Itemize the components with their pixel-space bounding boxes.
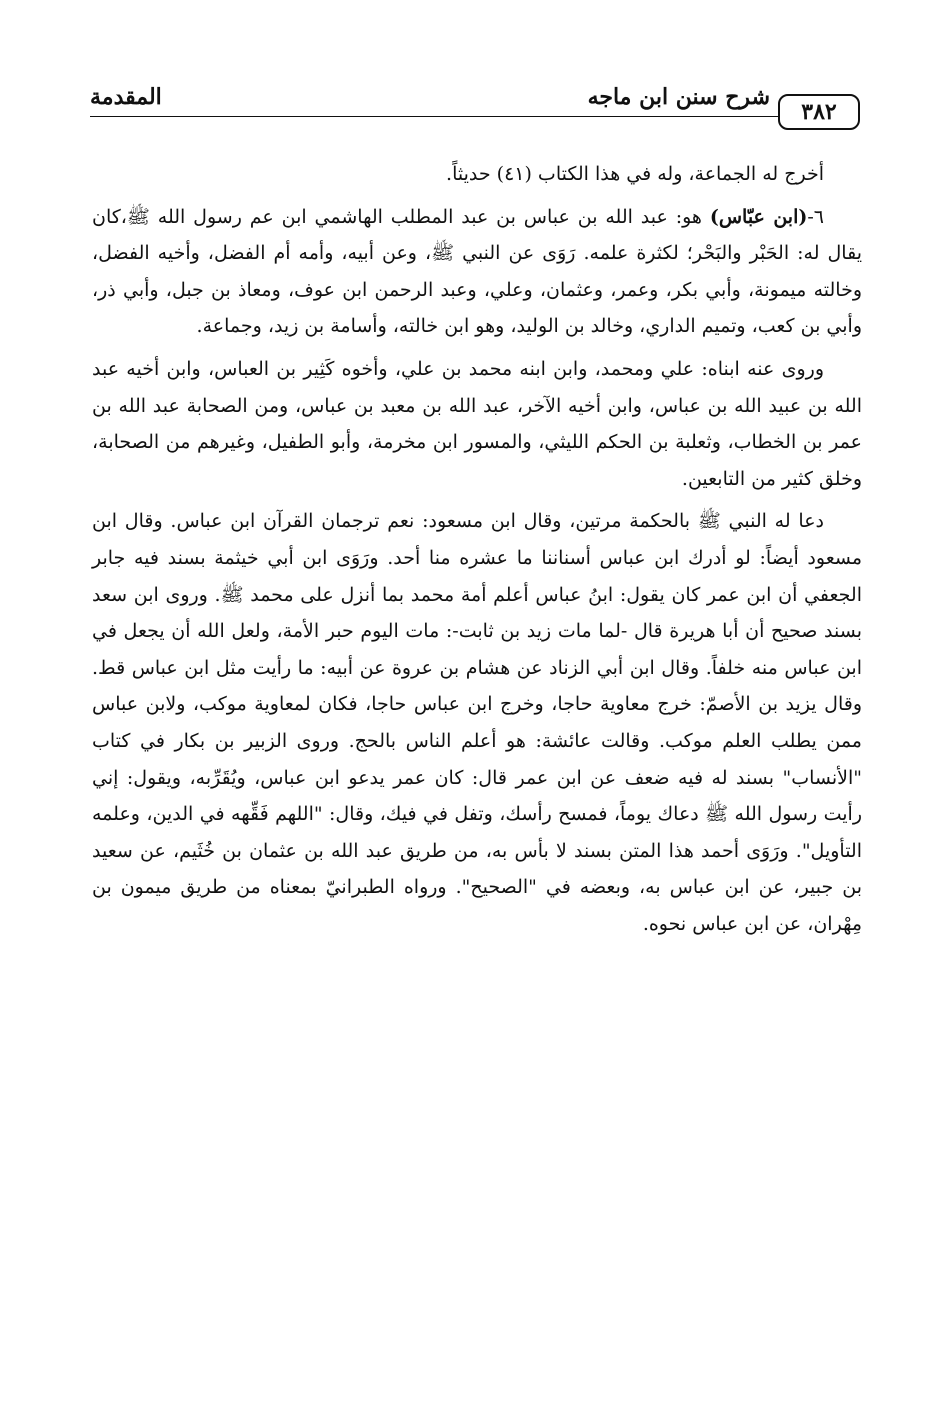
paragraph-text: وروى عنه ابناه: علي ومحمد، وابن ابنه محمد بن علي، وأخوه كَثِير بن العباس، وابن أخيه عبد الله بن عبيد الله بن عباس، وابن أخيه الآخر، عبد الله بن معبد بن عباس، ومن الصحابة عبد الله بن عمر بن الخطاب، وثعلبة بن الحكم الليثي، والمسور ابن مخرمة، وأبو الطفيل، وغيرهم من الصحابة، وخلق كثير من التابعين. (92, 357, 862, 490)
page-header (90, 82, 860, 124)
entry-number: ٦- (807, 205, 825, 228)
section-title: المقدمة (90, 84, 162, 110)
page-number: ٣٨٢ (778, 94, 860, 130)
paragraph (92, 199, 862, 345)
header-divider (90, 116, 780, 117)
paragraph (92, 156, 862, 193)
paragraph-text: دعا له النبي ﷺ بالحكمة مرتين، وقال ابن مسعود: نعم ترجمان القرآن ابن عباس. وقال ابن مسعود أيضاً: لو أدرك ابن عباس أسناننا ما عشره منا أحد. ورَوَى ابن أبي خيثمة بسند فيه جابر الجعفي أن ابن عمر كان يقول: ابنُ عباس أعلم أمة محمد بما أنزل على محمد ﷺ. وروى ابن سعد بسند صحيح أن أبا هريرة قال -لما مات زيد بن ثابت-: مات اليوم حبر الأمة، ولعل الله أن يجعل في ابن عباس منه خلفاً. وقال ابن أبي الزناد عن هشام بن عروة عن أبيه: ما رأيت مثل ابن عباس قط. وقال يزيد بن الأصمّ: خرج معاوية حاجا، وخرج ابن عباس حاجا، فكان لمعاوية موكب، ولابن عباس ممن يطلب العلم موكب. وقالت عائشة: هو أعلم الناس بالحج. وروى الزبير بن بكار في كتاب "الأنساب" بسند له فيه ضعف عن ابن عمر قال: كان عمر يدعو ابن عباس، ويُقَرِّبه، ويقول: إني رأيت رسول الله ﷺ دعاك يوماً، فمسح رأسك، وتفل في فيك، وقال: "اللهم فَقِّهه في الدين، وعلمه التأويل". ورَوَى أحمد هذا المتن بسند لا بأس به، من طريق عبد الله بن عثمان بن خُثَيم، عن سعيد بن جبير، عن ابن عباس به، وبعضه في "الصحيح". ورواه الطبرانيّ بمعناه من طريق ميمون بن مِهْران، عن ابن عباس نحوه. (92, 510, 862, 935)
paragraph (92, 503, 862, 942)
paragraph-text: أخرج له الجماعة، وله في هذا الكتاب (٤١) حديثاً. (446, 163, 824, 185)
body-text (92, 156, 862, 948)
paragraph-text: هو: عبد الله بن عباس بن عبد المطلب الهاشمي ابن عم رسول الله ﷺ،كان يقال له: الحَبْر والبَحْر؛ لكثرة علمه. رَوَى عن النبي ﷺ، وعن أبيه، وأمه أم الفضل، وأخيه الفضل، وخالته ميمونة، وأبي بكر، وعمر، وعثمان، وعلي، وعبد الرحمن ابن عوف، ومعاذ بن جبل، وأبي ذر، وأبي بن كعب، وتميم الداري، وخالد بن الوليد، وهو ابن خالته، وأسامة بن زيد، وجماعة. (92, 205, 862, 338)
entry-name: (ابن عبّاس) (709, 205, 808, 228)
paragraph (92, 351, 862, 497)
book-title: شرح سنن ابن ماجه (587, 84, 770, 110)
